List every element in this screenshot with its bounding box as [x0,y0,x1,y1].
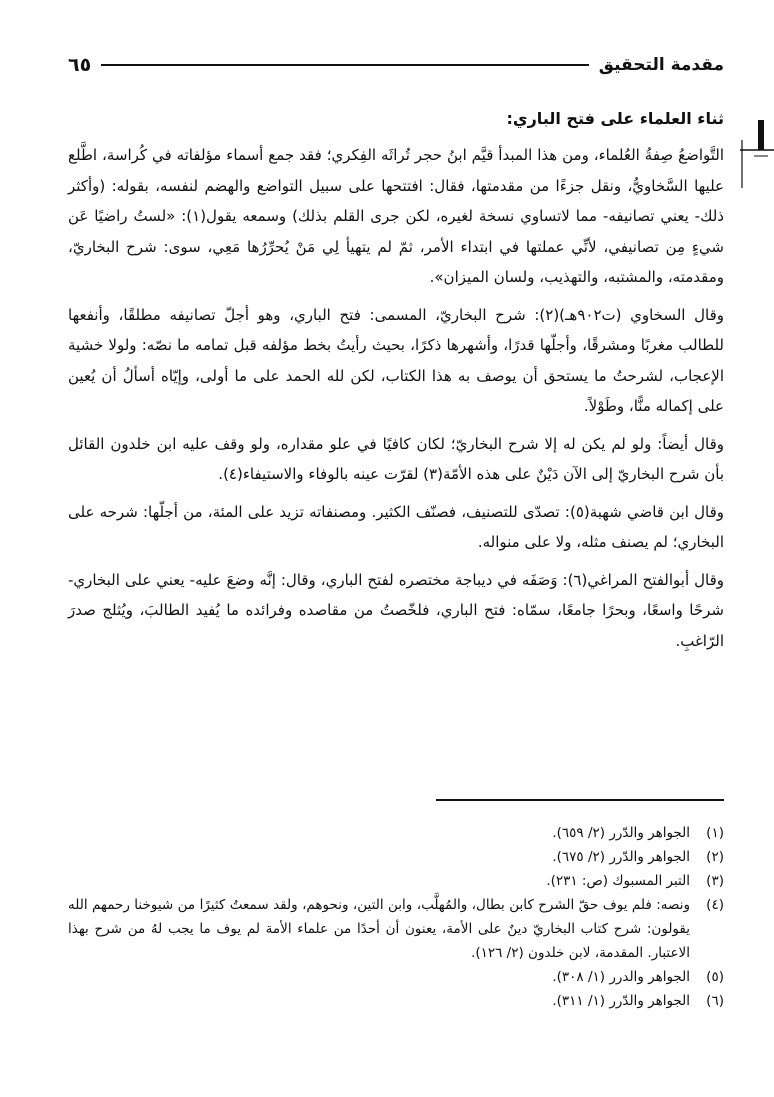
footnote [68,989,724,1013]
footnotes [68,821,724,1013]
footnote-number: (٦) [706,993,724,1009]
section-heading: ثناء العلماء على فتح الباري: [506,109,724,128]
footnote [68,965,724,989]
paragraph: وقال السخاوي (ت٩٠٢هـ)(٢): شرح البخاريّ، المسمى: فتح الباري، وهو أجلّ تصانيفه مطلقًا، وأنفعها للطالب مغربًا ومشرقًا، وأجلّها قدرًا، وأشهرها ذكرًا، بحيث رأيتُ بخط مؤلفه قبل تمامه ما نصّه: ولولا خشية الإعجاب، لشرحتُ ما يستحق أن يوصف به هذا الكتاب، لكن لله الحمد على ما أولى، وإيّاه أسألُ أن يُعين على إكماله منًّا، وطَوْلاً. [68,305,724,415]
paragraph: التَّواضعُ صِفةُ العُلماء، ومن هذا المبدأ قيَّم ابنُ حجر تُراثَه الفِكري؛ فقد جمع أسماء مؤلفاته في كُراسة، اطَّلع عليها السَّخاويُّ، ونقل جزءًا من مقدمتها، فقال: افتتحها على سبيل التواضع والهضم لنفسه، بقوله: (وأكثر ذلك- يعني تصانيفه- مما لاتساوي نسخة لغيره، لكن جرى القلم بذلك) وسمعه يقول(١): «لستُ راضيًا عَن شيءٍ مِن تصانيفي، لأنِّي عملتها في ابتداء الأمر، ثمّ لم يتهيأ لِي مَنْ يُحرِّرُها مَعِي، سوى: شرح البخاريّ، ومقدمته، والمشتبه، والتهذيب، ولسان الميزان». [68,146,724,286]
footnote-number: (٢) [706,849,724,865]
page-number: ٦٥ [68,54,92,76]
footnote-text: الجواهر والدّرر (٢/ ٦٧٥). [552,849,690,865]
paragraph: وقال ابن قاضي شهبة(٥): تصدّى للتصنيف، فصنّف الكثير. ومصنفاته تزيد على المئة، من أجلّها: شرحه على البخاري؛ لم يصنف مثله، ولا على منواله. [68,502,724,551]
binding-edge-marks [738,120,774,200]
footnote [68,821,724,845]
main-text [68,104,724,663]
footnote-text: الجواهر والدرر (١/ ٣٠٨). [552,969,690,985]
header-rule [101,64,589,66]
paragraph: وقال أبوالفتح المراغي(٦): وَصَفَه في ديباجة مختصره لفتح الباري، وقال: إنَّه وضعَ عليه- يعني على البخاري- شرحًا واسعًا، وبحرًا جامعًا، سمّاه: فتح الباري، فلخّصتُ من مقاصده وفرائده ما يُفيد الطالبَ، ويُثلج صدرَ الرّاغبِ. [68,570,724,650]
running-header [68,50,724,80]
footnote-number: (٤) [706,897,724,913]
footnote [68,893,724,965]
footnote-separator [436,799,724,801]
footnote [68,845,724,869]
footnote [68,869,724,893]
footnote-number: (٥) [706,969,724,985]
header-title: مقدمة التحقيق [598,55,724,75]
footnote-text: التبر المسبوك (ص: ٢٣١). [546,873,690,889]
footnote-text: الجواهر والدّرر (٢/ ٦٥٩). [552,825,690,841]
footnote-number: (١) [706,825,724,841]
footnote-text: ونصه: فلم يوف حقّ الشرح كابن بطال، والمُهلَّب، وابن التين، ونحوهم، ولقد سمعتُ كثيرًا من شيوخنا رحمهم الله يقولون: شرح كتاب البخاريّ دينٌ على الأمة، يعنون أن أحدًا من علماء الأمة لم يوف ما يجب لهُ من شرح بهذا الاعتبار. المقدمة، لابن خلدون (٢/ ١٢٦). [68,897,690,961]
paragraph: وقال أيضاً: ولو لم يكن له إلا شرح البخاريّ؛ لكان كافيًا في علو مقداره، ولو وقف عليه ابن خلدون القائل بأن شرح البخاريّ إلى الآن دَيْنٌ على هذه الأمّة(٣) لقرّت عينه بالوفاء والاستيفاء(٤). [68,434,724,483]
footnote-text: الجواهر والدّرر (١/ ٣١١). [552,993,690,1009]
footnote-number: (٣) [706,873,724,889]
